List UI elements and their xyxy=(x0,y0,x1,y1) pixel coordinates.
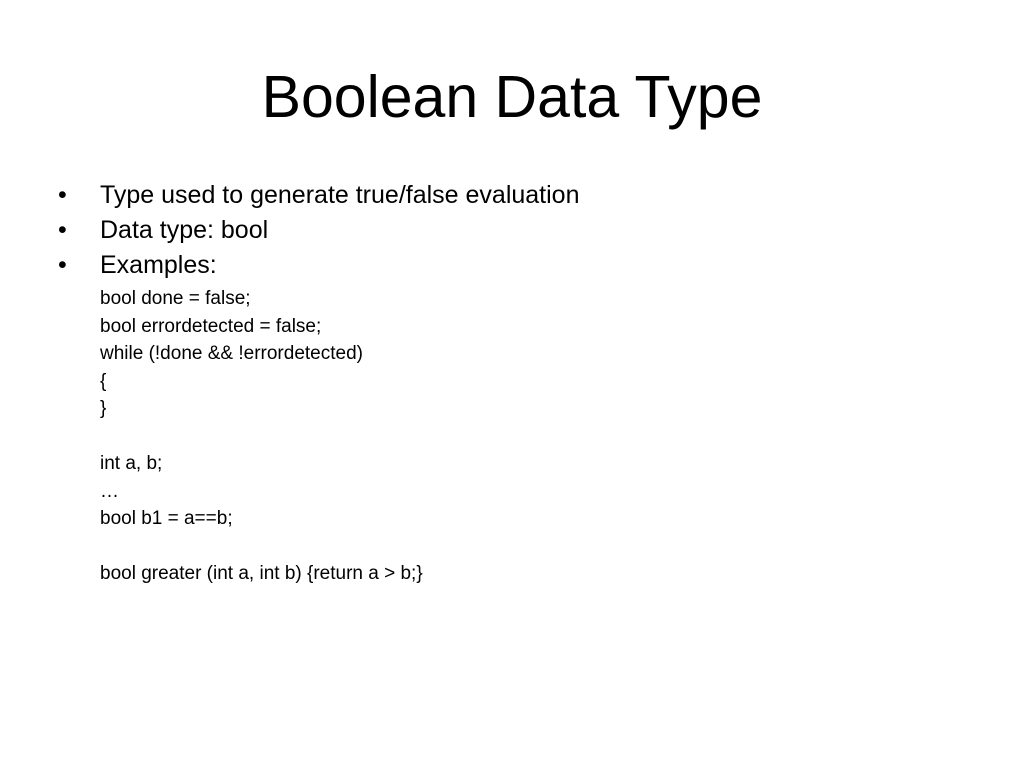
code-line: bool greater (int a, int b) {return a > b;} xyxy=(100,563,423,584)
bullet-text: Data type: bool xyxy=(100,216,269,244)
code-line: bool done = false; xyxy=(100,288,251,309)
bullet-marker: • xyxy=(58,216,67,244)
code-line-blank xyxy=(100,533,423,561)
code-line: bool errordetected = false; xyxy=(100,315,322,337)
slide-title: Boolean Data Type xyxy=(261,64,763,130)
bullet-text: Examples: xyxy=(100,251,217,279)
code-line-blank xyxy=(100,423,423,451)
code-line: int a, b; xyxy=(100,453,163,474)
code-line: while (!done && !errordetected) xyxy=(100,343,363,364)
code-line: … xyxy=(100,480,119,502)
code-line: bool b1 = a==b; xyxy=(100,508,233,529)
bullet-marker: • xyxy=(58,181,67,209)
code-example-block xyxy=(100,285,423,588)
bullet-text: Type used to generate true/false evaluation xyxy=(100,181,580,209)
code-line: { xyxy=(100,370,107,392)
code-line: } xyxy=(100,398,107,419)
bullet-marker: • xyxy=(58,251,67,279)
